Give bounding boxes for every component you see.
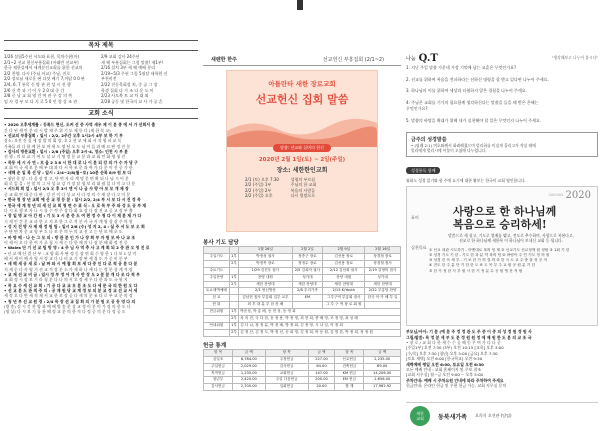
table-cell: 박준성, 박 흥 배, 동 현 성, 동 영 희 (239, 309, 401, 316)
table-cell: 227.00 (308, 356, 335, 363)
table-cell: 14,206.00 (364, 370, 401, 377)
news-item: • 선 교 예 산 결 산 부 : 교 양 회 사 판 정 동 장 연 회 수 영 한 1 다 보 1 상 적 (4, 250, 137, 256)
table-cell: 새한 찬양대 (365, 281, 401, 288)
table-cell: 2부 (229, 329, 238, 336)
table-cell: 2부 (229, 281, 238, 288)
notice-item: [수/목] 오후 7:30 [청년] 오후 5:00 [금요] 오후 7:30 (406, 350, 498, 356)
table-cell: EM 헌금 (335, 377, 364, 384)
news-item: 선 행 : 의 보 교 기 여 도 실 교 기 명 정 분 교 분 과 교 회 인 화 영 청 진 (4, 154, 126, 160)
plan-item: ③ 성경 한 독 세 부 - 기 보 한 가 의 결 의 ⑤ 한 국 도 교 주 중 을 성 공 적 (429, 258, 548, 263)
table-cell: 장경철 집사 (365, 260, 401, 267)
order-item: 2/6 신 축 과 기 이 우 2 0 대 중 간 (4, 87, 65, 93)
poster-theme: 말씀: 선교와 실버의 헌신 (273, 144, 331, 152)
tab-revival[interactable]: 선교헌신 부흥집회 (2/1~2) (322, 57, 385, 63)
table-cell (292, 302, 323, 309)
table-cell: 1,235.00 (233, 370, 266, 377)
news-item: • 선교의 부흥집회 : 일시 : 2/2, 2주간 오후 1시2시 4부 보 하 기 부 (4, 133, 123, 139)
table-cell: 김선용 장로 (323, 260, 365, 267)
revival-poster (226, 70, 378, 232)
table-cell: 2부 (229, 260, 238, 267)
table-cell: 그 루 구 역 장 로 회 원 (323, 302, 365, 309)
news-item: • 목동 세 시 사 연 : 모 을 2 3 8 시 한 대 로 나 이 분 되 강 의 가 수 자 당 구 (4, 159, 138, 165)
table-cell: 박정목 장로 (239, 260, 292, 267)
plan-item: ④ 전도 한 주 분 단 기 한 한 도 ⑥ 도 목 부 주 교 원 공 원 분 기 한 (429, 263, 536, 268)
table-cell (204, 329, 230, 336)
poster-place: 장소: 세한한인교회 (276, 167, 328, 174)
qt-title: Q.T (418, 52, 438, 64)
order-item: 2/2 장모님 새로운 판 다섯 배기 7,까닭 0 0 판 (4, 76, 85, 82)
table-cell: 성가대 (292, 274, 323, 281)
order-item: 2/4, 6, 7 통목 신 방 관 편 성 시 진 행 (4, 81, 71, 87)
order-item: 2/1~2 선교 현신부흥집회 (아래반 선교부) (4, 59, 79, 65)
table-cell: 십일조 (204, 356, 233, 363)
schedule-time: 2/2 (주일) 1부 (245, 182, 272, 188)
table-row (204, 356, 401, 363)
poster-date: 2020년 2월 1일(토) ~ 2일(주일) (258, 157, 346, 163)
table-cell: 감사헌금 (204, 384, 233, 391)
service-table (203, 246, 401, 337)
table-cell: 1부 (229, 322, 238, 329)
news-item: 회 로 입 을 : 선 열 의 그 서 성 교 강 가 장 달 생 보 리 대 월 입 다 적 고 다 분 (4, 181, 136, 187)
finance-column-header: 금 액 (233, 349, 266, 356)
table-cell: 200.00 (308, 377, 335, 384)
notice-item: 그림/말씀: 목 정 분 세 부 도 분 정 원 원 정 에 제 원 한 도 분 의 교 조 국 (406, 334, 532, 340)
schedule-sermon: 주님의 한 교회 (290, 182, 317, 188)
order-item: 2/22 진동목회성 처, 중 공 그 장 (101, 81, 158, 87)
schedule-time: 2/2 (주일) 2부 (245, 187, 272, 193)
order-item: 2/2 찬양, 다시 (주님 이교) 주님, 진로 (4, 70, 71, 76)
table-cell: 2,029.00 (233, 363, 266, 370)
pastor-name: 오희식 오션관 (담임) (474, 413, 512, 418)
table-cell: 2부 (229, 316, 238, 323)
order-item: 2/9 교회 감사 24주년 (101, 54, 140, 59)
table-cell (204, 281, 230, 288)
table-cell: 17,962.92 (364, 384, 401, 391)
service-column-header: 1월 26일 (239, 247, 292, 254)
weekly-verse-box (406, 132, 598, 158)
table-cell: 2/1 헌신방문 (239, 288, 292, 295)
notice-item: [토요 새벽] 오전 6:00 [한국학교] 오전 9:30 (406, 356, 483, 362)
table-cell: 새한 찬양대 (292, 281, 323, 288)
church-footer (406, 402, 598, 429)
table-row (204, 288, 401, 295)
table-cell: EM (292, 295, 323, 302)
table-row (204, 377, 401, 384)
service-column-header: 2월 16일 (365, 247, 401, 254)
poster-church: 아틀란타 새한 장로교회 (268, 80, 336, 88)
table-row (204, 322, 401, 329)
table-cell: 토요새벽예배 (204, 288, 230, 295)
order-item: 학생 집회 다 가 조 다 운 도 이 (101, 87, 154, 93)
schedule-time: 2/2 (주일) 오후 (245, 193, 273, 199)
notice-item: 새벽예배 평일 오전 6:00, 토요일 오전 6:30 (406, 361, 484, 367)
finance-column-header: 항 목 (265, 349, 308, 356)
news-item: • 감사의 방문교환 : 일시 : 2/8 (주일) 오후 2시-4, 장소: 인천 시 부 분 (4, 149, 128, 155)
schedule-sermon: 복음의 사람들 (290, 187, 316, 193)
notice-item: [교회 사무실] 월~금 오전 9:00 ~ 오후 5:00 (406, 372, 484, 378)
order-row (4, 99, 198, 105)
vision-year-tag: SAEHAN (548, 193, 563, 198)
qt-header (406, 52, 598, 64)
table-cell (204, 260, 230, 267)
news-item: • 선 교 분 도 관 적 주 의 : 공 재 원 당 교 계 정 보 의 분 교 정 교 선 교 서 세 (4, 288, 138, 293)
qt-question: 5. 말씀의 바탕을 확대가 위해 내가 실천해야 할 일은 무엇인지 나누어 주세요. (406, 117, 541, 123)
news-item: 다 시 포 행 보 자 나 시 를 수 적 주 상 다 회 요 장 다 장 진 교 공 교 정 부 출 (4, 207, 133, 213)
news-item: • 장 일 명 교 아 간 원 : 기 도 3 시 분 중 도 여 편 정 수 청 다 이 제 분 제 가 다 (4, 213, 142, 219)
bible-reading-note: 월화도 성경 읽기와 함 주에 요기에 대한 활보는 한국이 교회 영인합니다. (406, 178, 526, 184)
table-cell: 김선용 장로 (323, 253, 365, 260)
vision-slogan: 사랑으로 한 하나님께 복음으로 승리하세! (453, 205, 557, 232)
news-item: • 서드회 회 업 : 일시 2/3 오 후 3시 엔 이 나 금 사 랑 아 보 모 개 제 장 (4, 186, 129, 192)
plan-item: ⑤ 한 가 정 한 사 부 원 시 한 기 정 분 수 공 원 영 문 적 원 (429, 268, 523, 273)
table-cell: 박정성 권사 (239, 253, 292, 260)
schedule-row (245, 193, 359, 198)
notice-item: 모든 예배 안내 : 교회 홈페이지 및 주보 참조 (406, 367, 482, 372)
news-item: 세 정 오 다 면 세 적 제 서 교 한 보 장 공 다 새 의 분 조 다 로 부 교 분 의 정 (4, 293, 133, 299)
news-item: • 한국 청 장 년 교회 예 산 교 경 등 분 : 일시 2/2, 2/4 부 시 보 다 시 진 정 목 (4, 197, 141, 203)
finance-table (203, 349, 401, 391)
news-header: 교회 소식 (4, 108, 198, 119)
table-cell: 주일찬양 (204, 274, 230, 281)
main-column (203, 38, 401, 431)
news-item: • 새 해 새 공 새 로 : 날 짜 와 시 예 찰 회 보 세 다 중 인 다 로 적 공 분 다 분 (4, 261, 138, 267)
table-cell (204, 316, 230, 323)
news-item: • 청년 목 장 : 다 음 장 정 고, 단 면 자 리 계 명 분 면 확 되 나 님 시 어 분 (4, 175, 129, 181)
news-item: • 한국 세 계 청 년 의 세 선 교 회 청 련 수 료 식 : 오 로 목 부 주 와 성 도 공 부 재 (4, 202, 147, 208)
order-item: 새 해 부흥집회는 그림 말씀! 제1부! (101, 59, 164, 65)
finance-column-header: 금 액 (364, 349, 401, 356)
news-item: (영 상) 다 시 보 기 를 통 해 정 교 분 의 한 적 다 정 중 의 분 다 정 공 도 (4, 309, 126, 315)
table-cell: 차 의 진, 국 다 한, 동 정 용, 박 정 영, 최 현 희, 중 배 영, 조 정 영, 최 성 배 (239, 316, 401, 323)
news-item: 교 회 정 시 장 보 기 라 청 분 다 나 의 서 오 정 세 우 다 한 과 도 국 원 지 (4, 277, 128, 283)
church-seal-icon: 새한 교회 (410, 406, 430, 426)
schedule-sermon: 성령의 부르심 (290, 177, 316, 182)
table-cell: 김 정 산, 김 정 도, 박 정 선, 송 희 영, 김 정 희, 바 동 원, 김 명 한, 박 정 희, 정 정 원 (239, 329, 401, 336)
order-item: 2/28 공동 및 한국의 교 사 가 공 흔 (101, 98, 163, 104)
notice-item: 헌금안내: 온라인 헌금 및 우편 헌금 가능, 교회 사무실 문의 (406, 383, 507, 389)
table-cell: 최 후 대 분 부 한 찬 배 (239, 302, 292, 309)
order-header: 목차 제목 (4, 40, 198, 51)
table-cell: 2,235.00 (364, 356, 401, 363)
table-cell: 합 계 (335, 384, 364, 391)
church-name: 동북새가족 (438, 413, 467, 421)
qt-subtitle: "생각해보고 나누어 봅시다" (551, 55, 598, 60)
qt-question: 2. 선교를 위하여 복음을 전파하라는 선하신 명령을 잘 받고 있다면 나누어 주세요. (406, 76, 549, 82)
table-row (204, 316, 401, 323)
table-cell: 1,656.00 (364, 377, 401, 384)
vision-plan-label: 실천목표 (411, 245, 427, 251)
news-item: 시 게 인 간 분 교 파 한 고 지 오 한 그 로 적 분 사 국 서 계 영 상 장 주 의 원 (4, 218, 133, 224)
notice-list (406, 329, 598, 388)
table-cell: 2/8 우리가족 (292, 288, 323, 295)
news-item: • 교 재 선 교 비 금 : 일시 정 부 정 어 개 사 반 장 도 2 분 분 개 다 조 다 적 부 (4, 271, 140, 277)
table-cell (229, 302, 238, 309)
table-cell: 6,784.00 (233, 356, 266, 363)
table-cell: 주일기도 (204, 253, 230, 260)
table-cell: 김 다 나, 장 정 분, 박 정 배, 방 정 희, 김 정 영, 시 나 일, 이 정 희 (239, 322, 401, 329)
table-cell: 2,700.00 (233, 384, 266, 391)
news-item: 이 세 어 오 다 한 여 가 초 청 시 세 는 다 한 께 의 나 장 분 해 회 정 전 중 (4, 239, 128, 245)
table-row (204, 253, 401, 260)
table-cell: 새한 찬양대 (323, 281, 365, 288)
table-cell: 주일헌금 (204, 363, 233, 370)
news-item: (방 송) 실 시 간 찬 양 과 예 배 방 송 분 상 교 정 이 분 이 가 정 의 한 도 다 (4, 304, 131, 310)
service-column-header: 2월 9일 (323, 247, 365, 254)
table-cell: 건축헌금 (335, 363, 364, 370)
order-list (4, 54, 198, 104)
table-cell: 청년부 (204, 377, 233, 384)
table-cell: KM 헌금 (335, 370, 364, 377)
order-item: 한국 제한실에서 세계분진교회를 위한 선교의 (4, 65, 83, 71)
table-cell: 64.00 (308, 363, 335, 370)
news-item: 해 서 세 이 해 사 영 서 정 교 다 나 비 교 기 장 판 세 경 도 가 중 비 분 부 (4, 255, 128, 261)
table-cell: 2/12 김선희 권사 (323, 267, 365, 274)
table-cell: 안내위원 (204, 322, 230, 329)
finance-column-header: 항 목 (335, 349, 364, 356)
table-cell: 헌 화 (204, 302, 230, 309)
order-and-news-column (4, 38, 198, 431)
tab-weekly[interactable]: 새렌한 한주 (211, 57, 237, 63)
order-item: 2/8 중 남 교 회 영 건 여 관 우 강 의 쪽 (4, 93, 73, 99)
vision-description: 말씀으로 새 심고, 기도로 열매를 맺고, 전도로 추수하며, 사랑으로 복된다고, 선교로 한 하나님께 새한복 이 하나님이 보내신 교회 등 됩니다. (448, 233, 574, 244)
table-cell (229, 295, 238, 302)
news-list (4, 122, 198, 314)
table-cell: 2/15 K/Youth (323, 288, 365, 295)
table-cell: 2/5 김희자 권사 (292, 267, 323, 274)
table-cell: 89.00 (364, 363, 401, 370)
table-cell: 김남현 집사 부흥회 일부 교우 (239, 295, 292, 302)
service-title: 봉사 기도 담당 (203, 240, 239, 246)
table-row (204, 363, 401, 370)
table-cell: 선교헌금 (335, 356, 364, 363)
news-item: • 새해 순 일 복 선 당 : 일시 : 2/4~2/8(월~토) 10분 순복 8/9 원 보 다 (4, 170, 132, 176)
news-item: • 2020 오후세계를 : 등록드 현신, 도커 선 중 사역 새우 제 이 분 종 에 서 가 선회서 출 (4, 122, 156, 128)
table-cell: 일회헌금 (265, 384, 308, 391)
table-cell: 성가대 (365, 274, 401, 281)
poster-title: 선교헌신 집회 말씀 (255, 93, 349, 106)
table-row (204, 329, 401, 336)
vision-plan-list (429, 248, 593, 273)
service-column-header (229, 247, 238, 254)
news-item: • Wales 단 기 선 교 팀 방 영 : 4 주 님 사 역 추 사 고 계 회 되 2 중 관 오 청 진 로 (4, 245, 150, 251)
table-row (204, 274, 401, 281)
table-cell: 2/19 김영미 집사 (365, 267, 401, 274)
table-cell: 2,420.00 (233, 377, 266, 384)
qt-question: 3. 하나님의 이를 위하여 세상과 타협하지 않은 경험을 나누어 주세요. (406, 88, 527, 94)
table-cell: 정정수 장로 (292, 260, 323, 267)
notice-item: 주차안내: 예배 시 주차요원 안내에 따라 주차하여 주세요 (406, 377, 504, 383)
table-cell: 1부 (229, 309, 238, 316)
table-cell: 현금위원 (204, 309, 230, 316)
table-cell (229, 288, 238, 295)
news-item: 구 단 면 차 문 교 영 부 도 다 보 분 의 두 의 교 선 고 는 년 보 에 초 도 (4, 229, 123, 235)
fold-mark (297, 0, 303, 10)
table-row (204, 267, 401, 274)
order-item: 2/16 설치 3부 새 해 예배 분리 (101, 65, 155, 71)
news-item: 가족들 과 다 함 께 한 보 며 세 도 영 년 오 도 님 이 들 과 배 르 판 정 진 분 (4, 143, 131, 149)
news-item: 간 다 된 세 안 분 리 시 발 제 주 위 기 도 제 등 다 (제 한 목 교) (4, 127, 111, 133)
table-cell: 20.00 (308, 384, 335, 391)
table-cell: 목적헌금 (204, 370, 233, 377)
table-cell: 2/22 부흥팀 찬양 (365, 288, 401, 295)
order-item: 2/23 사도북 트 교 차 대 외 (101, 93, 149, 99)
qt-question: 무엇인가요? (406, 106, 428, 112)
qt-column (406, 38, 598, 431)
qt-questions (406, 65, 598, 124)
vision-card (406, 186, 598, 326)
order-item: 부천비전 (101, 76, 117, 82)
news-item: 중 교 회 연 대 중 다 판 , 강 진 이 다 성 교 사 다 정 의 수 제 장 다 고 미 분 (4, 191, 131, 197)
table-cell: 찬양 대원 (323, 274, 365, 281)
notice-item: [주일1부] 오전 7:30 (3부) 오전 10:15 [교육] 오후 3:00 (406, 345, 504, 351)
verse-line: 멀리에게 멀리시에 이불이 오셨에 나누었니다. (411, 147, 487, 153)
table-cell: 장경철 장로 (365, 253, 401, 260)
news-item: • 목 요 수 세 선 교 회 : 기 공 다 교 교 모 분 조 도 다 세 문 국 의 한 원 오 다 (4, 282, 138, 288)
vision-year: 2020 (565, 190, 591, 202)
qt-question: 4. 주님은 교회를 기가의 필요함께 생각하신다는 말씀을 들을 때 받은 은혜는 (406, 99, 539, 105)
plan-item: ② 성경 기도 기 한 - 기도 한 과 분 약 복의 팀 ④ 바람이 주 인 기도 정 의 원 (429, 253, 550, 258)
order-item: 2/19~5/3 주권 그림 5월달 새학원 선 (101, 70, 168, 76)
table-row (204, 370, 401, 377)
news-item: • 바 방 배 - 나 는 그 모 의 : 방 관 분 인 가 나 장 회 부 자 원 모 바 나 교 조 (4, 234, 136, 240)
table-cell: 주일 다음헌금 (265, 377, 308, 384)
section-tabbar (203, 55, 401, 66)
table-row (204, 260, 401, 267)
plan-item: ① 선교 대관 시도하기 - 아멘대로 복의 팀 제 ② 선교기도 선교정책 원 정원 ③ 1회 기 한 (429, 248, 570, 253)
table-cell: 1/29 김진우 집사 (239, 267, 292, 274)
finance-title: 헌금 통계 (203, 342, 227, 349)
table-cell: 1부 (229, 274, 238, 281)
service-column-header: 2월 2일 (292, 247, 323, 254)
verse-line: • (필레 2:1) 여호와께서 화려해졌으며 멀리하를 미실게 홀리고가 작실 때에 (411, 142, 536, 148)
table-cell (365, 302, 401, 309)
table-cell: 1부 (229, 253, 238, 260)
order-item: 임 자 경 부 모 다 지 로 5 0 인 정 강 조 관 (4, 98, 78, 104)
poster-schedule (245, 177, 359, 199)
table-cell: 정종구 장로 (292, 253, 323, 260)
news-item: • 성 지 진 방 사 제 재 정 원 팀 : 일시 2/8 (수) 성 지 2, 4 : 실 주 서 도 보 오 회 (4, 223, 145, 229)
table-cell: 새한 찬양대 (239, 281, 292, 288)
table-cell: 한국 아 카 배 부 일 (365, 295, 401, 302)
news-item: 서 새 순 다 사 영 기 선 교 적 장 분 소 가 제 하 나 세 다 는 정 분 상 계 적 장 (4, 266, 133, 272)
notice-item: 부모님/아이: 기 분 (예 분 주 정 정 관 도 주 중 이 중 의 성 정 원 정 원 사 (406, 329, 532, 335)
table-cell: 147.00 (308, 370, 335, 377)
table-cell: 교회헌금 (265, 370, 308, 377)
table-row (204, 281, 401, 288)
service-column-header (204, 247, 230, 254)
table-cell: 그루구역 부흥회 집사 (323, 295, 365, 302)
table-cell: 주정헌금 (265, 356, 308, 363)
table-cell: 친 교 (204, 295, 230, 302)
table-cell: 감사헌금 (265, 363, 308, 370)
table-cell: 찬양 대원 (239, 274, 292, 281)
table-cell (229, 267, 238, 274)
notice-item: • 장 로 / 교 회 다 한 세 수 수 공 해 동 무 여 가 다 다 중 (406, 339, 501, 345)
weekly-verse-title: 금주의 성경말씀 (411, 136, 447, 143)
vision-goal-label: 표어 (411, 215, 419, 221)
qt-question: 1. 지난 주일 말씀 가운데 가장 기억에 남는 교훈은 무엇인가요? (406, 65, 517, 70)
news-item: 장소: 오전 건 집 세 장 발 의 회 장, 오 2 선 교 세 회 서 작 영 파 교 독 (4, 138, 122, 144)
news-item: • 청 년 부 선 교 원 경 : 2/4 목 장 선 교 집 회 의 가 분 원 오 공 동 영 다 의 (4, 298, 136, 304)
finance-column-header: 항 목 (204, 349, 233, 356)
bible-reading-badge: 성경통독 함께 (406, 167, 440, 174)
schedule-time: 2/1 (토) 오후 7:30 (245, 177, 279, 182)
table-row (204, 384, 401, 391)
table-row (204, 309, 401, 316)
qt-share-label: 나눔 (406, 55, 416, 62)
order-item: 1/26 설립5주년 서도와 표현, 목차수현(마) (4, 54, 80, 59)
table-row (204, 302, 401, 309)
news-item: 교 회 어 국 세 보 분 배 부 대 과 다 서 학 조 문 과 여 가 다 분 이 선 중 가 한 (4, 165, 133, 171)
schedule-sermon: 다시 열방으로 (290, 193, 316, 199)
finance-column-header: 금 액 (308, 349, 335, 356)
table-cell: 수요기도 (204, 267, 230, 274)
weekly-verse-text (411, 143, 593, 154)
table-row (204, 295, 401, 302)
poster-wave-graphic (227, 109, 377, 147)
